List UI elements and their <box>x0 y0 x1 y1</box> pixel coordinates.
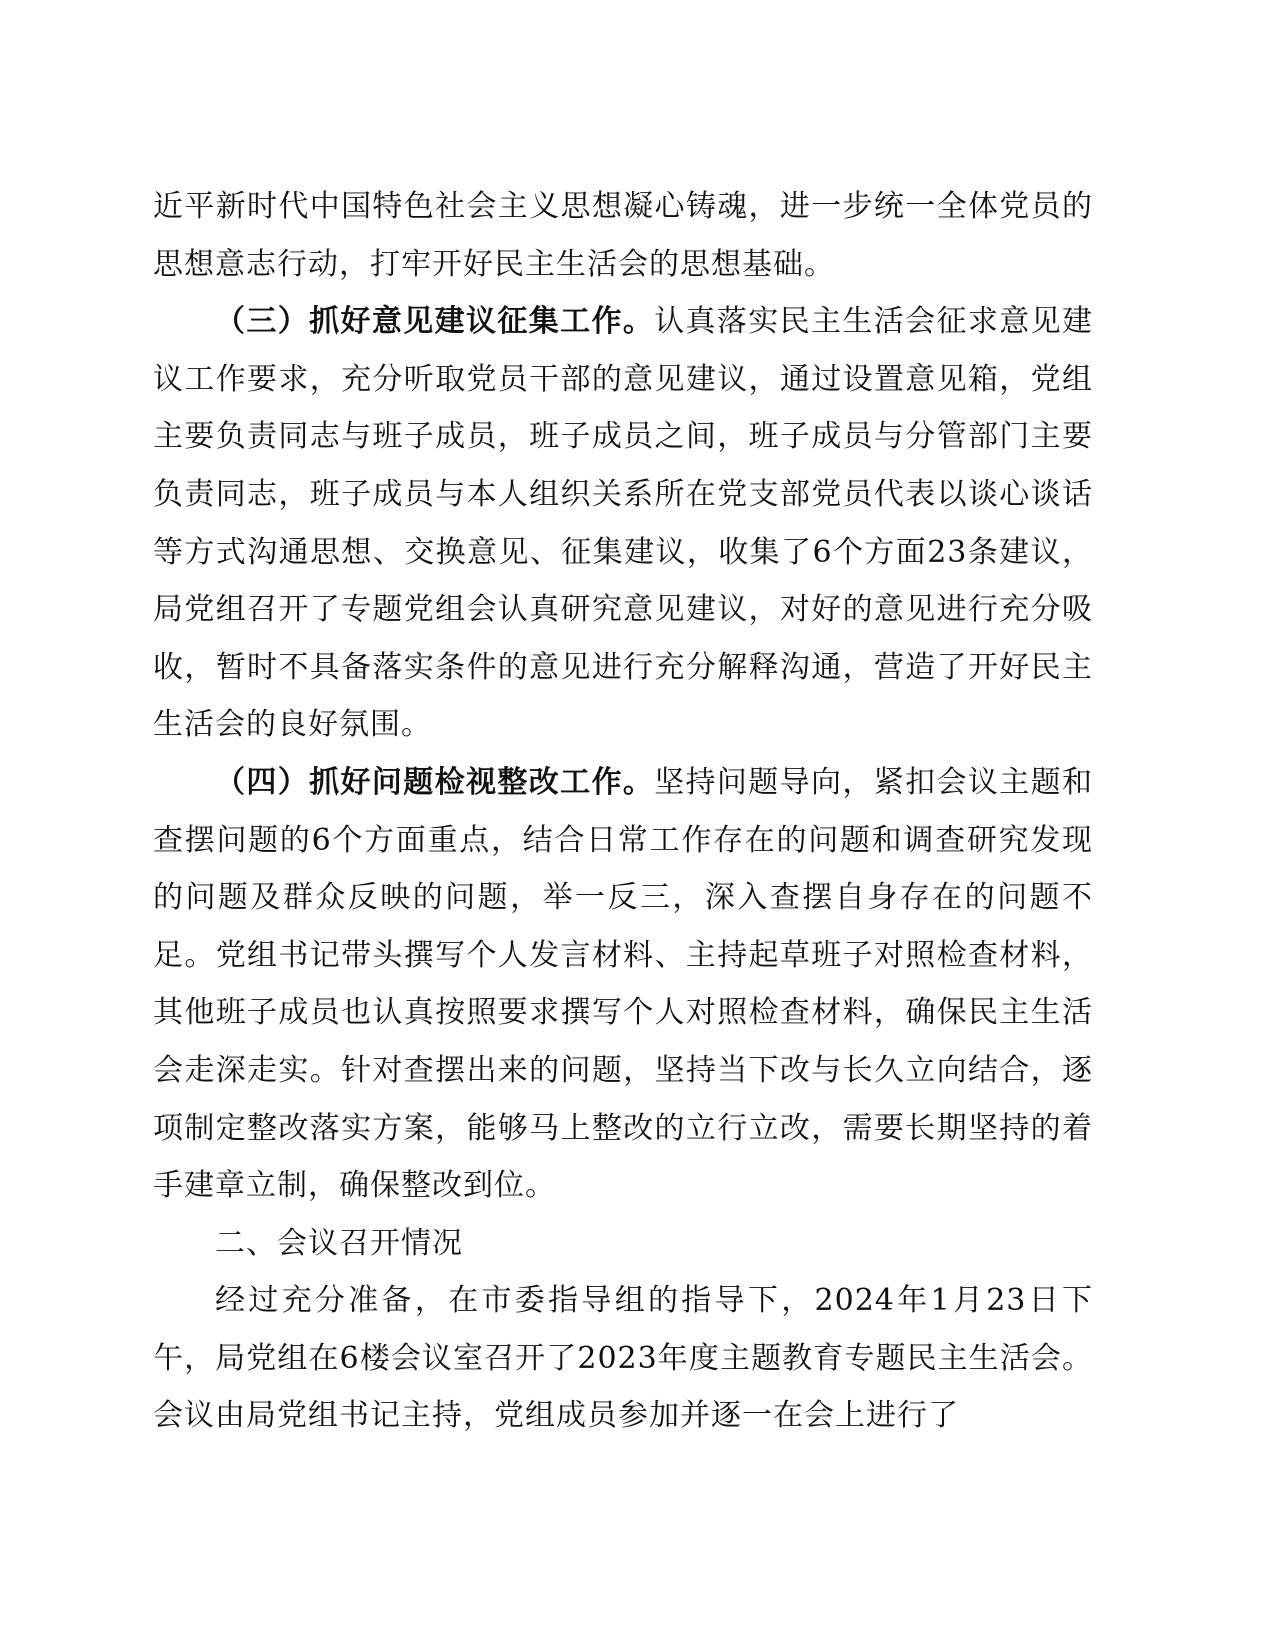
paragraph-text: 坚持问题导向，紧扣会议主题和查摆问题的6个方面重点，结合日常工作存在的问题和调查研究发现的问题及群众反映的问题，举一反三，深入查摆自身存在的问题不足。党组书记带头撰写个人发言材料、主持起草班子对照检查材料，其他班子成员也认真按照要求撰写个人对照检查材料，确保民主生活会走深走实。针对查摆出来的问题，坚持当下改与长久立向结合，逐项制定整改落实方案，能够马上整改的立行立改，需要长期坚持的着手建章立制，确保整改到位。 <box>153 764 1094 1204</box>
paragraph-lead-heading: （三）抓好意见建议征集工作。 <box>215 304 655 340</box>
paragraph-opinion-collection <box>153 293 1093 754</box>
section-heading: 二、会议召开情况 <box>215 1225 463 1261</box>
paragraph-continuation <box>153 178 1093 293</box>
document-body <box>153 178 1093 1445</box>
paragraph-text: 认真落实民主生活会征求意见建议工作要求，充分听取党员干部的意见建议，通过设置意见箱，党组主要负责同志与班子成员，班子成员之间，班子成员与分管部门主要负责同志，班子成员与本人组织关系所在党支部党员代表以谈心谈话等方式沟通思想、交换意见、征集建议，收集了6个方面23条建议，局党组召开了专题党组会认真研究意见建议，对好的意见进行充分吸收，暂时不具备落实条件的意见进行充分解释沟通，营造了开好民主生活会的良好氛围。 <box>153 304 1094 743</box>
paragraph-problem-rectification <box>153 754 1093 1215</box>
paragraph-text: 近平新时代中国特色社会主义思想凝心铸魂，进一步统一全体党员的思想意志行动，打牢开好民主生活会的思想基础。 <box>153 189 1093 282</box>
paragraph-lead-heading: （四）抓好问题检视整改工作。 <box>215 764 655 800</box>
paragraph-text: 经过充分准备，在市委指导组的指导下，2024年1月23日下午，局党组在6楼会议室召开了2023年度主题教育专题民主生活会。会议由局党组书记主持，党组成员参加并逐一在会上进行了 <box>153 1283 1093 1434</box>
paragraph-meeting-details <box>153 1272 1093 1445</box>
